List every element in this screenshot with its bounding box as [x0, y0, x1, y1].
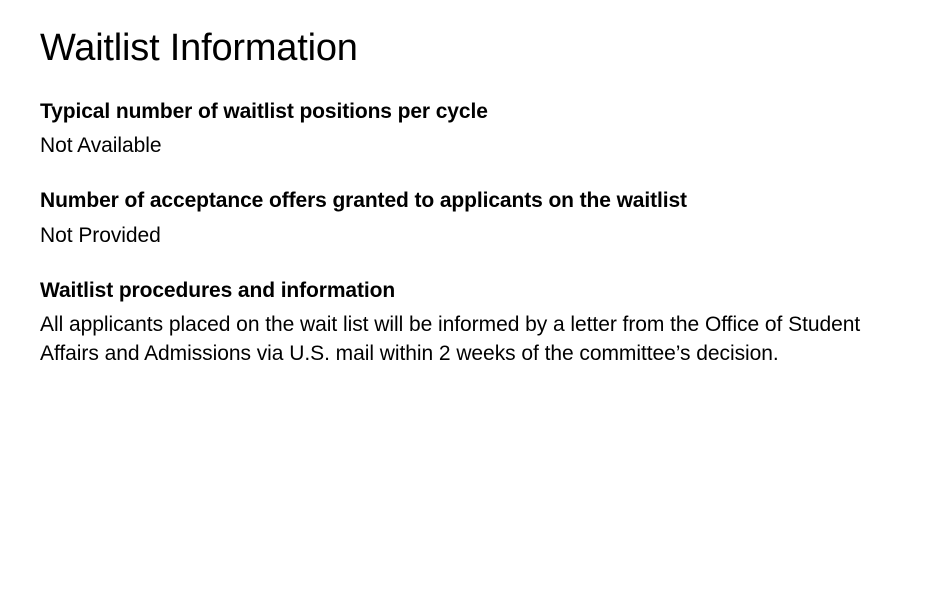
waitlist-positions-value: Not Available — [40, 134, 162, 158]
acceptance-offers-section — [40, 187, 898, 251]
waitlist-positions-section — [40, 98, 898, 162]
waitlist-procedures-value: All applicants placed on the wait list will be informed by a letter from the Office of Student Affairs and Admissions via U.S. mail within 2 weeks of the committee’s decision. — [40, 313, 861, 366]
acceptance-offers-value: Not Provided — [40, 223, 161, 247]
waitlist-procedures-label: Waitlist procedures and information — [40, 278, 396, 302]
waitlist-procedures-section — [40, 277, 898, 369]
waitlist-positions-label: Typical number of waitlist positions per cycle — [40, 99, 488, 123]
page-title: Waitlist Information — [40, 27, 358, 69]
acceptance-offers-label: Number of acceptance offers granted to applicants on the waitlist — [40, 189, 687, 213]
